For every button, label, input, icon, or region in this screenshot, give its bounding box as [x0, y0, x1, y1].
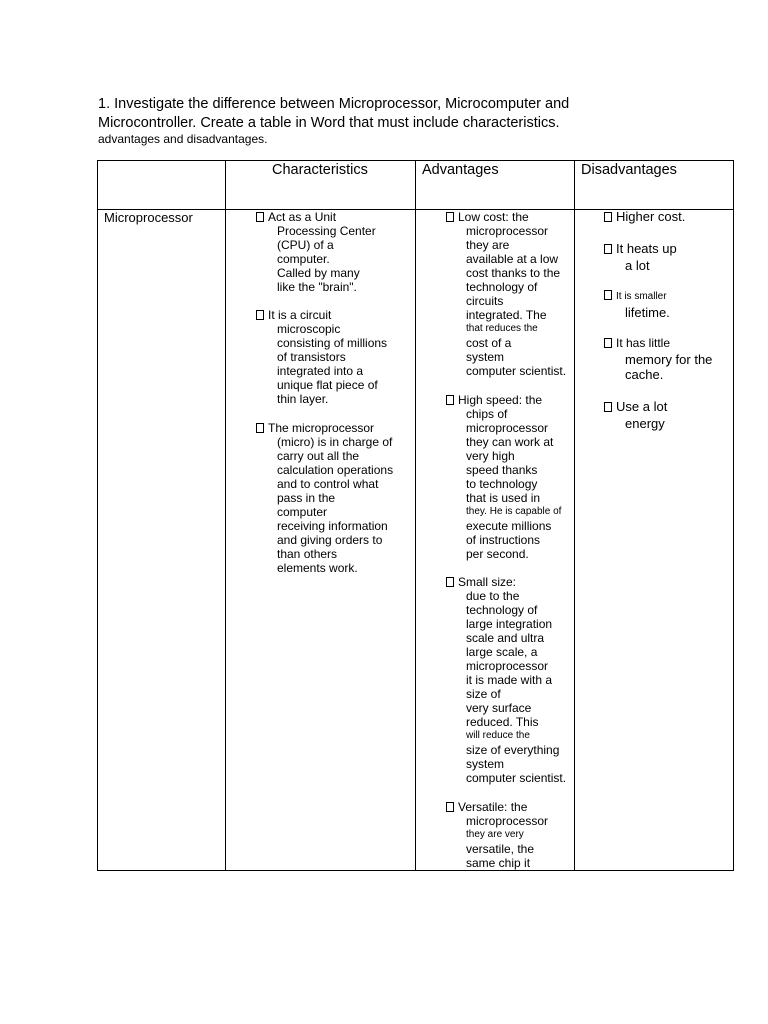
header-characteristics: Characteristics	[272, 162, 368, 178]
bullet-icon	[604, 338, 612, 348]
bullet-icon	[446, 212, 454, 222]
table-column-divider-1	[225, 160, 226, 871]
bullet-icon	[256, 212, 264, 222]
table-column-divider-2	[415, 160, 416, 871]
bullet-icon	[446, 577, 454, 587]
question-line-1: 1. Investigate the difference between Microprocessor, Microcomputer and	[98, 96, 570, 112]
question-line-3: advantages and disadvantages.	[98, 132, 268, 146]
bullet-icon	[446, 802, 454, 812]
bullet-icon	[604, 290, 612, 300]
header-advantages: Advantages	[422, 162, 499, 178]
table-border-left	[97, 160, 98, 871]
bullet-icon	[446, 395, 454, 405]
question-line-2: Microcontroller. Create a table in Word that must include characteristics.	[98, 115, 560, 131]
header-disadvantages: Disadvantages	[581, 162, 677, 178]
bullet-icon	[604, 402, 612, 412]
bullet-icon	[256, 310, 264, 320]
table-column-divider-3	[574, 160, 575, 871]
table-border-right	[733, 160, 734, 871]
row-label-microprocessor: Microprocessor	[104, 210, 193, 225]
bullet-icon	[604, 212, 612, 222]
bullet-icon	[604, 244, 612, 254]
bullet-icon	[256, 423, 264, 433]
